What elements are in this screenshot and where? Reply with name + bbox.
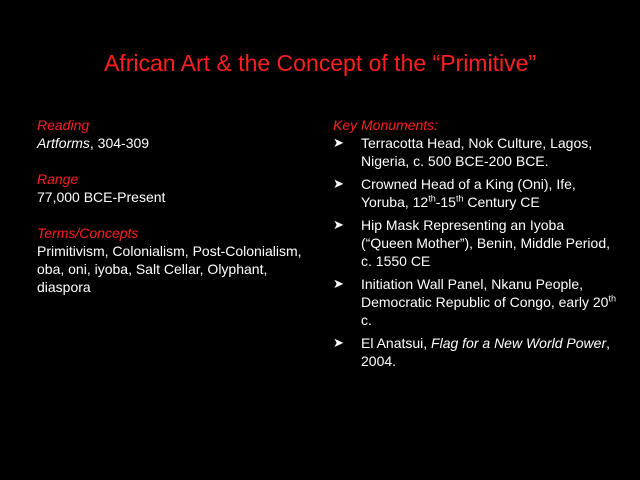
- range-section: [37, 170, 307, 206]
- monument-text-part: Initiation Wall Panel, Nkanu People, Democratic Republic of Congo, early 20: [361, 276, 609, 310]
- terms-value: Primitivism, Colonialism, Post-Colonialism, oba, oni, iyoba, Salt Cellar, Olyphant, diaspora: [37, 243, 302, 295]
- reading-section: [37, 116, 307, 152]
- monument-text: Terracotta Head, Nok Culture, Lagos, Nigeria, c. 500 BCE-200 BCE.: [361, 135, 593, 169]
- arrowhead-bullet-icon: ➤: [333, 176, 344, 191]
- arrowhead-bullet-icon: ➤: [333, 217, 344, 232]
- list-item: [333, 216, 618, 270]
- monument-text: [361, 335, 610, 369]
- monument-text-part: , 2004.: [361, 335, 610, 369]
- monument-text-part: -15: [435, 194, 456, 210]
- reading-label: Reading: [37, 117, 90, 133]
- range-value: 77,000 BCE-Present: [37, 189, 166, 205]
- monument-text-part: El Anatsui,: [361, 335, 432, 351]
- list-item: [333, 134, 618, 170]
- arrowhead-bullet-icon: ➤: [333, 335, 344, 350]
- superscript: th: [455, 193, 464, 204]
- monument-list: [333, 134, 618, 370]
- slide-title: African Art & the Concept of the “Primitive”: [103, 50, 537, 76]
- arrowhead-bullet-icon: ➤: [333, 135, 344, 150]
- monument-text: [361, 176, 576, 210]
- terms-label: Terms/Concepts: [37, 225, 139, 241]
- list-item: [333, 275, 618, 329]
- monument-text: [361, 276, 616, 328]
- list-item: [333, 175, 618, 211]
- monument-text-part: Crowned Head of a King (Oni), Ife, Yoruba, 12: [361, 176, 576, 210]
- superscript: th: [608, 293, 616, 304]
- reading-book-title: Artforms: [37, 135, 90, 151]
- range-label: Range: [37, 171, 79, 187]
- terms-section: [37, 224, 307, 296]
- reading-value: [37, 134, 307, 152]
- monument-text-part: c.: [361, 312, 372, 328]
- artwork-title: Flag for a New World Power: [431, 335, 607, 351]
- left-column: [37, 116, 307, 314]
- arrowhead-bullet-icon: ➤: [333, 276, 344, 291]
- monument-text-part: Century CE: [463, 194, 540, 210]
- superscript: th: [428, 193, 436, 204]
- right-column: [333, 116, 618, 375]
- key-monuments-label: Key Monuments:: [333, 117, 439, 133]
- list-item: [333, 334, 618, 370]
- monument-text: Hip Mask Representing an Iyoba (“Queen Mother”), Benin, Middle Period, c. 1550 CE: [361, 217, 610, 269]
- reading-pages: , 304-309: [89, 135, 150, 151]
